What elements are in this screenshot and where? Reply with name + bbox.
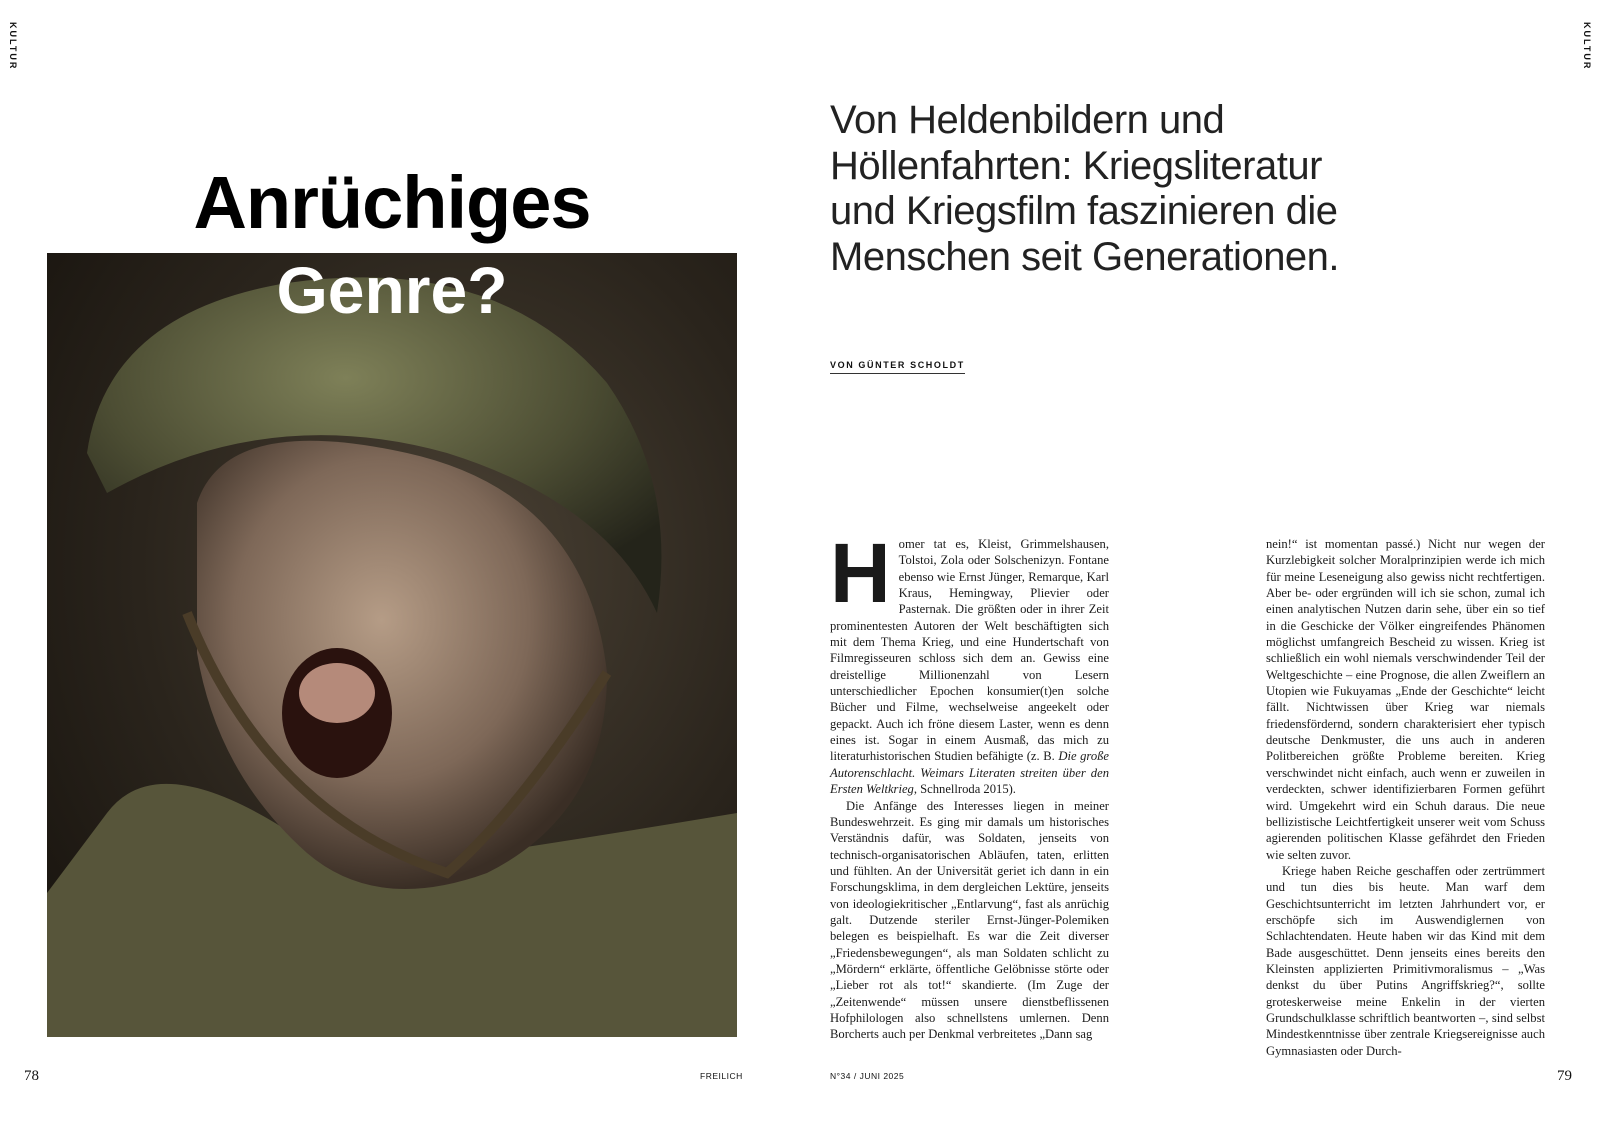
body-column-2 — [1266, 536, 1545, 1059]
byline: VON GÜNTER SCHOLDT — [830, 360, 965, 374]
paragraph: nein!“ ist momentan passé.) Nicht nur wegen der Kurzlebigkeit solcher Moralprinzipien werde ich mich für meine Leseneigung also gewiss nicht rechtfertigen. Aber be- oder ergründen will ich sie schon, zumal ich einen analytischen Nutzen darin sehe, über ein so tief in die Geschicke der Völker eingreifendes Phänomen möglichst umfangreich Bescheid zu wissen. Krieg ist schließlich ein wohl niemals verschwindender Teil der Weltgeschichte – eine Prognose, die allen Zweiflern an Utopien wie Fukuyamas „Ende der Geschichte“ leicht fällt. Nichtwissen über Krieg war niemals friedensfördernd, sondern charakterisiert eher typisch deutsche Denkmuster, die uns auch in anderen Politbereichen größte Probleme bereiten. Krieg verschwindet nicht einfach, auch wenn er zuweilen in verdeckten, schwer identifizierbaren Formen geführt wird. Umgekehrt wird ein Schuh daraus. Die neue bellizistische Leichtfertigkeit unserer weit vom Schuss agierenden politischen Klasse gefährdet den Frieden wie selten zuvor. — [1266, 537, 1545, 862]
drop-cap: H — [830, 526, 891, 620]
text: , Schnellroda 2015). — [913, 782, 1016, 797]
page-number-right: 79 — [1557, 1068, 1572, 1084]
section-label-right: KULTUR — [1582, 22, 1592, 71]
deck-subtitle: Von Heldenbildern und Höllenfahrten: Kriegsliteratur und Kriegsfilm faszinieren die Menschen seit Generationen. — [830, 98, 1340, 279]
soldier-photo — [47, 253, 737, 1037]
title-line-1: Anrüchiges — [193, 161, 591, 244]
text: omer tat es, Kleist, Grimmelshausen, Tolstoi, Zola oder Solschenizyn. Fontane ebenso wie Ernst Jünger, Remarque, Karl Kraus, Hemingway, Plievier oder Pasternak. Die größten oder in ihrer Zeit prominentesten Autoren der Welt beschäftigten sich mit dem Thema Krieg, und eine Hundertschaft von Filmregisseuren schloss sich dem an. Gewiss eine dreistellige Millionenzahl von Lesern unterschiedlicher Epochen konsumier(t)en solche Bücher und Filme, wechselweise angeekelt oder gepackt. Auch ich fröne diesem Laster, wenn es denn eines ist. Sogar in einem Ausmaß, das mich zu literaturhistorischen Studien befähigte (z. B. — [830, 537, 1109, 764]
page-number-left: 78 — [24, 1068, 39, 1084]
magazine-name: FREILICH — [700, 1071, 743, 1081]
book-title: Die große Autorenschlacht. Weimars Literaten streiten über den Ersten Weltkrieg — [830, 749, 1110, 797]
issue-label: N°34 / JUNI 2025 — [830, 1071, 905, 1081]
section-label-left: KULTUR — [8, 22, 18, 71]
paragraph: Die Anfänge des Interesses liegen in meiner Bundeswehrzeit. Es ging mir damals um historisches Verständnis dafür, was Soldaten, jenseits von technisch-organisatorischen Abläufen, taten, erlitten und fühlten. An der Universität geriet ich dann in ein Forschungsklima, in dem dergleichen Lektüre, jenseits von ideologiekritischer „Entlarvung“, fast als anrüchig galt. Dutzende steriler Ernst-Jünger-Polemiken belegen es beispielhaft. Es war die Zeit diverser „Friedensbewegungen“, als man Soldaten schlicht zu „Mördern“ erklärte, öffentliche Gelöbnisse störte oder „Lieber rot als tot!“ skandierte. (Im Zuge der „Zeitenwende“ müssen unsere dienstbeflissenen Hofphilologen also schnellstens umlernen. Denn Borcherts auch per Denkmal verbreitetes „Dann sag — [830, 798, 1109, 1042]
paragraph: Kriege haben Reiche geschaffen oder zertrümmert und tun dies bis heute. Man warf dem Geschichtsunterricht im letzten Jahrhundert vor, er erschöpfe sich im Auswendiglernen von Schlachtendaten. Heute haben wir das Kind mit dem Bade ausgeschüttet. Denn jenseits eines bereits den Kleinsten applizierten Primitivmoralismus – „Was denkst du über Putins Angriffskrieg?“, sollte groteskerweise meine Enkelin in der vierten Grundschulklasse schriftlich beantworten –, sind selbst Mindestkenntnisse über zentrale Kriegsereignisse auch Gymnasiasten oder Durch- — [1266, 863, 1545, 1058]
title-line-2: Genre? — [276, 253, 508, 327]
body-column-1 — [830, 526, 1110, 1043]
paragraph — [830, 526, 1110, 798]
